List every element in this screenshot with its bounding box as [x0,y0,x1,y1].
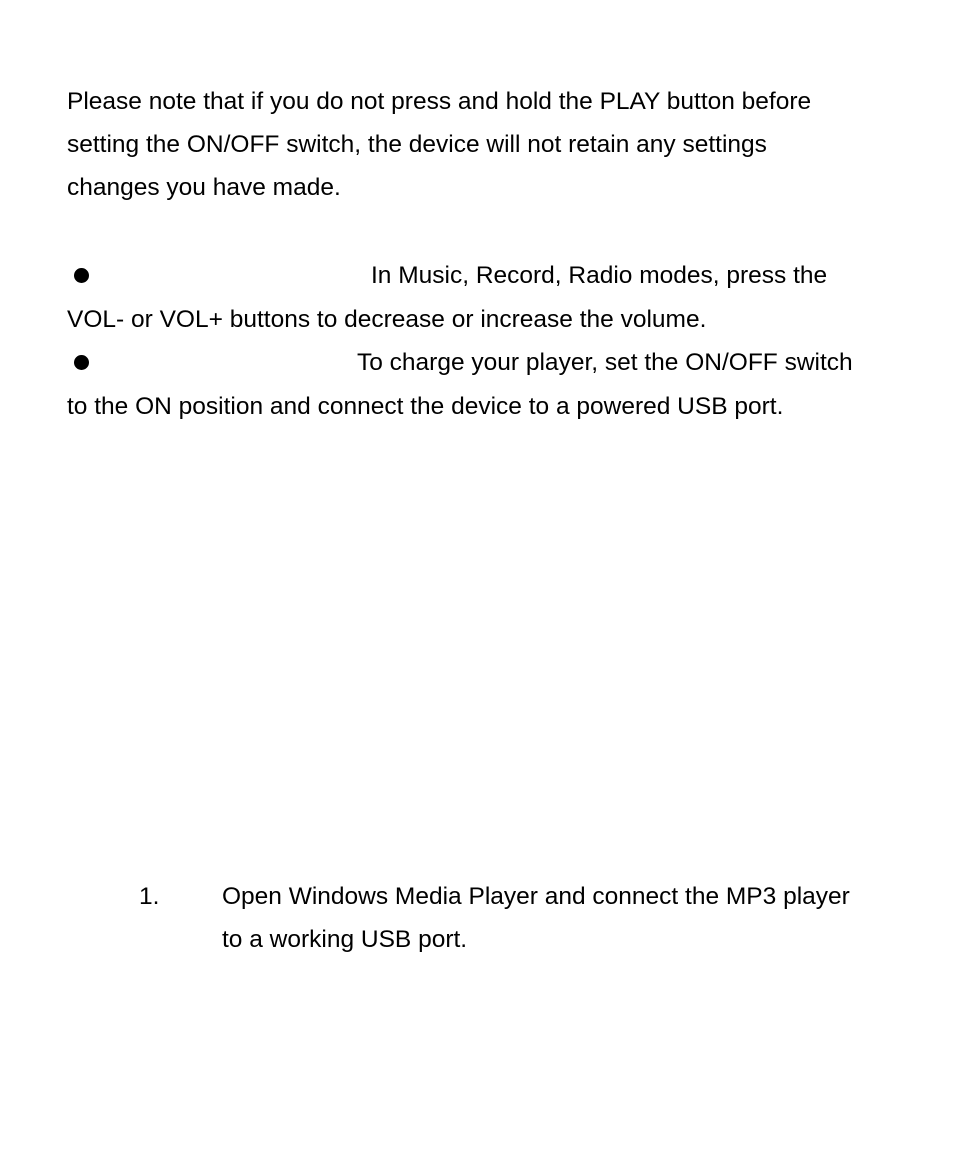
note-line: changes you have made. [67,174,341,201]
step-number: 1. [139,883,160,910]
bullet-second-line: to the ON position and connect the device to a powered USB port. [67,393,784,420]
note-line: setting the ON/OFF switch, the device will not retain any settings [67,131,767,158]
bullet-second-line: VOL- or VOL+ buttons to decrease or increase the volume. [67,306,707,333]
bullet-first-line: To charge your player, set the ON/OFF switch [357,349,853,376]
bullet-first-line: In Music, Record, Radio modes, press the [371,262,828,289]
step-line: to a working USB port. [222,926,468,953]
step-line: Open Windows Media Player and connect the MP3 player [222,883,850,910]
bullet-icon [74,268,89,283]
bullet-icon [74,355,89,370]
note-line: Please note that if you do not press and hold the PLAY button before [67,88,812,115]
